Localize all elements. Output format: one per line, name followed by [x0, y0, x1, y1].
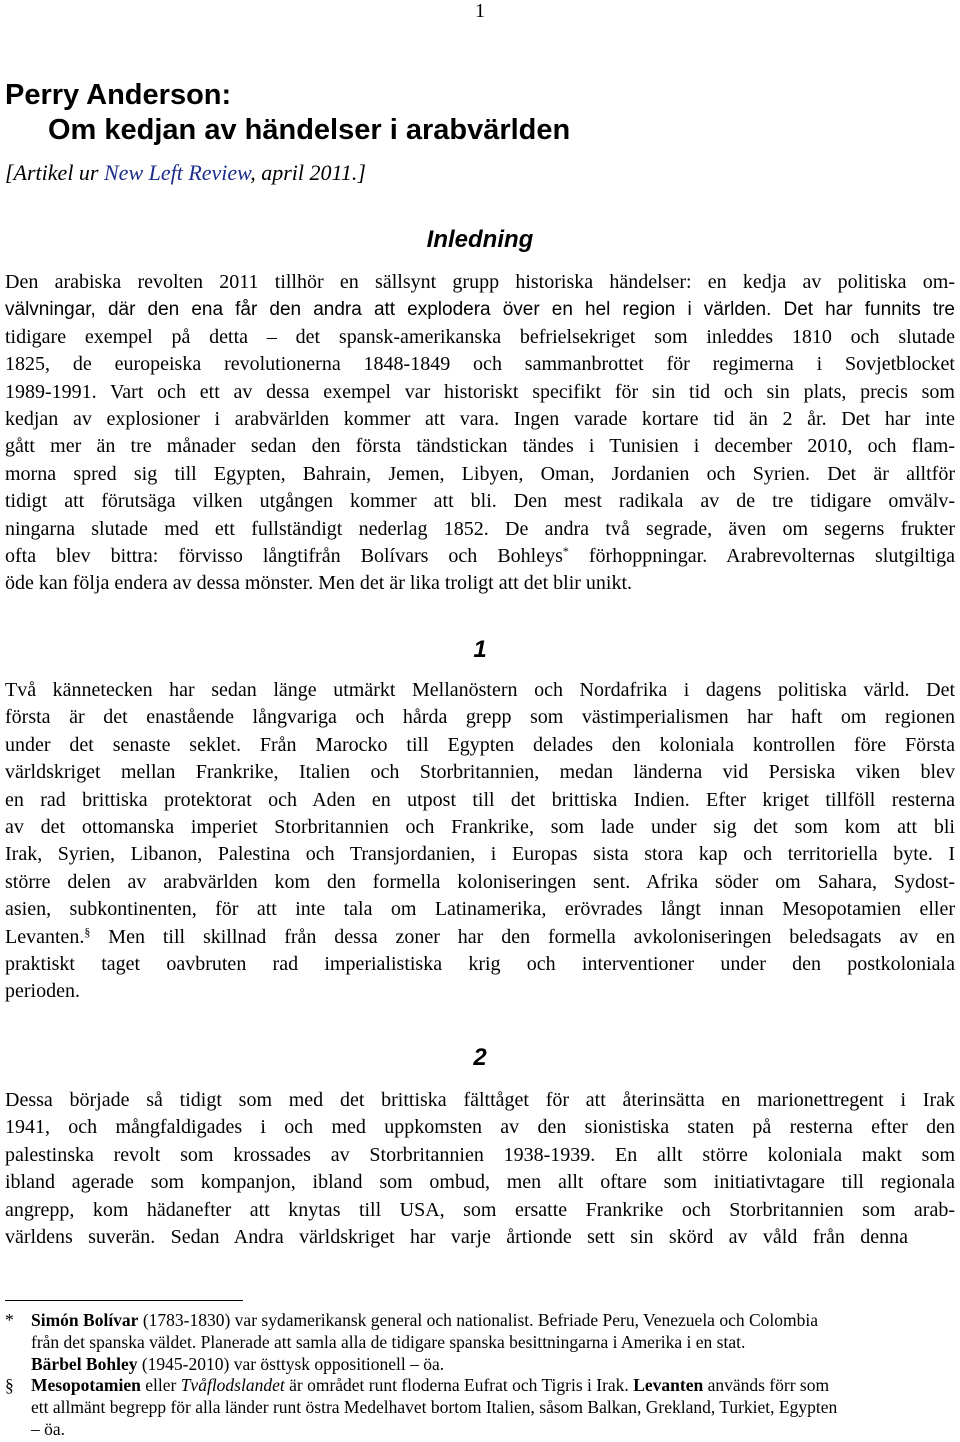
body-line: gått mer än tre månader sedan den första tändstickan tändes i Tunisien i december 2010, och flam-: [5, 435, 955, 458]
footnote-marker: §: [5, 1375, 14, 1396]
body-line: tidigt att förutsäga vilken utgången kommer att bli. Den mest radikala av de tre tidigare omvälv-: [5, 490, 955, 513]
body-line: under det senaste seklet. Från Marocko till Egypten delades den koloniala kontrollen före Första: [5, 733, 955, 756]
body-line: palestinska revolt som krossades av Storbritannien 1938-1939. En allt större koloniala makt som: [5, 1143, 955, 1166]
article-author: Perry Anderson:: [5, 79, 232, 111]
body-line: Irak, Syrien, Libanon, Palestina och Transjordanien, i Europas sista stora kap och territoriella byte. I: [5, 843, 955, 866]
source-prefix: [Artikel ur: [5, 160, 104, 185]
source-link[interactable]: New Left Review: [104, 160, 251, 185]
text-run: används förr som: [703, 1375, 830, 1396]
footnote-line: från det spanska väldet. Planerade att samla alla de tidigare spanska besittningarna i Amerika i en stat.: [31, 1331, 746, 1352]
footnote-line: ett allmänt begrepp för alla länder runt östra Medelhavet bortom Italien, såsom Balkan, Grekland, Turkiet, Egypten: [31, 1397, 838, 1418]
section-2-paragraph: [5, 1087, 955, 1251]
footnote-line: – öa.: [31, 1418, 66, 1439]
text-run: eller: [140, 1375, 181, 1396]
section-1-paragraph: [5, 677, 955, 1006]
section-heading-inledning: Inledning: [426, 226, 534, 253]
body-line: [5, 543, 955, 570]
footnote-term: Bärbel Bohley: [31, 1353, 138, 1374]
footnote-bolivar-bohley: [0, 1310, 960, 1375]
text-run: ofta blev bittra: förvisso långtifrån Bolívars och Bohleys: [5, 544, 563, 567]
footnote-ref-asterisk: *: [562, 543, 569, 558]
body-line: 1825, de europeiska revolutionerna 1848-1849 och sammanbrottet för regimerna i Sovjetblocket: [5, 353, 955, 376]
body-line: första är det enastående långvariga och hårda grepp som västimperialismen har haft om regionen: [5, 706, 955, 729]
footnote-line: [31, 1310, 960, 1332]
text-run: är området runt floderna Eufrat och Tigris i Irak.: [284, 1375, 634, 1396]
section-heading-1: 1: [473, 636, 487, 663]
source-citation: [5, 160, 366, 186]
body-line: världskriget mellan Frankrike, Italien och Storbritannien, medan länderna vid Persiska viken blev: [5, 761, 955, 784]
text-run: Men till skillnad från dessa zoner har den formella avkoloniseringen beledsagats av en: [90, 925, 955, 948]
article-title: Om kedjan av händelser i arabvärlden: [48, 114, 571, 146]
body-line: praktiskt taget oavbruten rad imperialistiska krig och interventioner under den postkoloniala: [5, 952, 955, 975]
body-line: [5, 924, 955, 951]
source-suffix: , april 2011.]: [250, 160, 366, 185]
footnote-term: Mesopotamien: [31, 1375, 141, 1396]
text-run: förhoppningar. Arabrevolternas slutgiltiga: [568, 544, 955, 567]
page-number: 1: [475, 0, 485, 22]
body-line: av det ottomanska imperiet Storbritannien och Frankrike, som lade under sig det som kom att bli: [5, 815, 955, 838]
text-run: (1945-2010) var östtysk oppositionell – öa.: [137, 1353, 445, 1374]
text-run: (1783-1830) var sydamerikansk general och nationalist. Befriade Peru, Venezuela och Colombia: [138, 1310, 818, 1330]
footnote-separator: [5, 1300, 243, 1301]
body-line: asien, subkontinenten, för att inte tala om Latinamerika, erövrades långt innan Mesopotamien eller: [5, 898, 955, 921]
footnote-marker: *: [5, 1310, 14, 1330]
body-line: ibland agerade som kompanjon, ibland som ombud, men allt oftare som initiativtagare till regionala: [5, 1171, 955, 1194]
section-heading-2: 2: [473, 1044, 487, 1071]
text-run: Levanten.: [5, 925, 85, 948]
body-line: Dessa började så tidigt som med det brittiska fälttåget för att återinsätta en marionettregent i Irak: [5, 1089, 955, 1111]
footnotes: [0, 1310, 960, 1441]
body-line: 1989-1991. Vart och ett av dessa exempel var historiskt specifikt för sin tid och sin plats, precis som: [5, 380, 955, 403]
body-line: kedjan av explosioner i arabvärlden kommer att vara. Ingen varade kortare tid än 2 år. Det har inte: [5, 407, 955, 430]
body-line: välvningar, där den ena får den andra att explodera över en hel region i världen. Det har funnits tre: [5, 299, 955, 321]
footnote-line: [31, 1375, 960, 1397]
footnote-mesopotamien-levanten: [0, 1375, 960, 1440]
body-line: öde kan följa endera av dessa mönster. Men det är lika troligt att det blir unikt.: [5, 572, 633, 595]
body-line: tidigare exempel på detta – det spansk-amerikanska befrielsekriget som inleddes 1810 och slutade: [5, 325, 955, 348]
footnote-line: [31, 1354, 960, 1376]
body-line: världens suverän. Sedan Andra världskriget har varje årtionde sett sin skörd av våld från denna: [5, 1225, 908, 1248]
body-line: en rad brittiska protektorat och Aden en utpost till det brittiska Indien. Efter kriget tillföll resterna: [5, 788, 955, 811]
body-line: morna spred sig till Egypten, Bahrain, Jemen, Libyen, Oman, Jordanien och Syrien. Det är alltför: [5, 462, 955, 485]
footnote-term: Simón Bolívar: [31, 1310, 139, 1330]
body-line: större delen av arabvärlden kom den formella koloniseringen sent. Afrika söder om Sahara, Sydost-: [5, 870, 955, 893]
intro-paragraph: [5, 269, 955, 598]
footnote-term: Levanten: [633, 1375, 704, 1396]
body-line: Två kännetecken har sedan länge utmärkt Mellanöstern och Nordafrika i dagens politiska värld. Det: [5, 679, 955, 701]
body-line: Den arabiska revolten 2011 tillhör en sällsynt grupp historiska händelser: en kedja av politiska om-: [5, 271, 955, 293]
body-line: perioden.: [5, 980, 80, 1003]
footnote-ref-section: §: [84, 924, 91, 939]
body-line: 1941, och mångfaldigades i och med uppkomsten av den sionistiska staten på resterna efter den: [5, 1116, 955, 1139]
body-line: angrepp, kom hädanefter att knytas till USA, som ersatte Frankrike och Storbritannien som arab-: [5, 1198, 955, 1221]
footnote-term-italic: Tvåflodslandet: [180, 1375, 285, 1396]
body-line: ningarna slutade med ett fullständigt nederlag 1852. De andra två segrade, även om segerns frukter: [5, 517, 955, 540]
